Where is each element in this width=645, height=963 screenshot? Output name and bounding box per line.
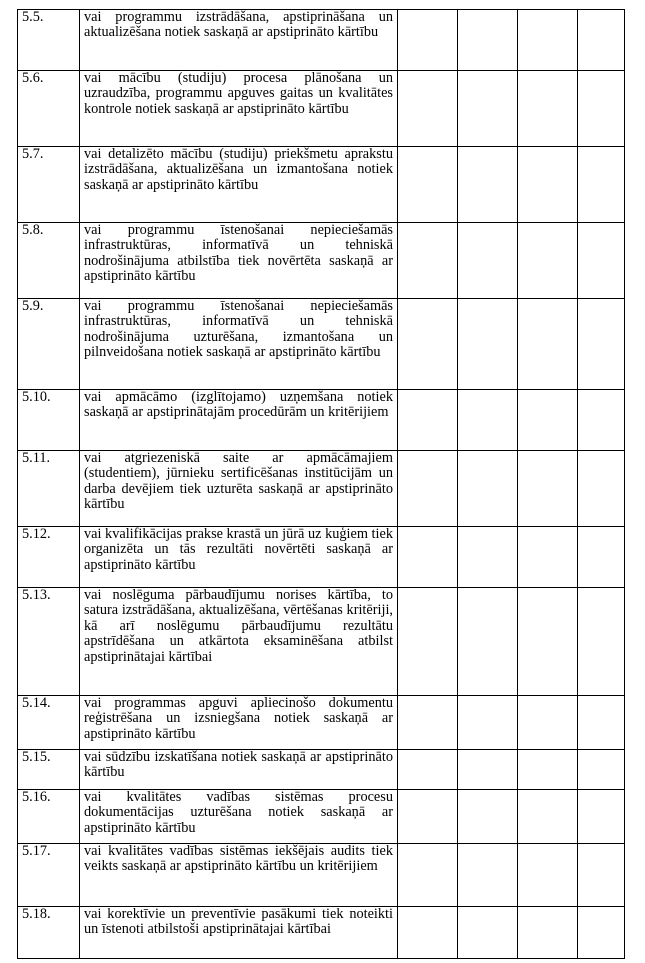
table-row (18, 527, 625, 588)
answer-cell[interactable] (458, 10, 518, 71)
answer-cell[interactable] (578, 696, 625, 750)
answer-cell[interactable] (578, 527, 625, 588)
answer-cell[interactable] (578, 750, 625, 790)
answer-cell[interactable] (578, 844, 625, 907)
item-number: 5.10. (18, 390, 80, 451)
answer-cell[interactable] (578, 147, 625, 223)
item-text: vai apmācāmo (izglītojamo) uzņemšana notiek saskaņā ar apstiprinātajām procedūrām un kritērijiem (80, 390, 398, 451)
answer-cell[interactable] (398, 588, 458, 696)
item-text: vai programmas apguvi apliecinošo dokumentu reģistrēšana un izsniegšana notiek saskaņā ar apstiprināto kārtību (80, 696, 398, 750)
answer-cell[interactable] (518, 790, 578, 844)
answer-cell[interactable] (458, 147, 518, 223)
answer-cell[interactable] (518, 223, 578, 299)
answer-cell[interactable] (458, 71, 518, 147)
answer-cell[interactable] (398, 299, 458, 390)
table-row (18, 451, 625, 527)
answer-cell[interactable] (518, 147, 578, 223)
item-number: 5.12. (18, 527, 80, 588)
item-number: 5.13. (18, 588, 80, 696)
item-number: 5.15. (18, 750, 80, 790)
item-text: vai atgriezeniskā saite ar apmācāmajiem (studentiem), jūrnieku sertificēšanas institūcijām un darba devējiem tiek uzturēta saskaņā ar apstiprināto kārtību (80, 451, 398, 527)
answer-cell[interactable] (578, 299, 625, 390)
answer-cell[interactable] (458, 844, 518, 907)
item-text: vai noslēguma pārbaudījumu norises kārtība, to satura izstrādāšana, aktualizēšana, vērtēšanas kritēriji, kā arī noslēgumu pārbaudījumu rezultātu apstrīdēšana un atkārtota eksaminēšana atbilst apstiprinātajai kārtībai (80, 588, 398, 696)
answer-cell[interactable] (518, 71, 578, 147)
answer-cell[interactable] (398, 527, 458, 588)
answer-cell[interactable] (458, 451, 518, 527)
answer-cell[interactable] (518, 299, 578, 390)
checklist-table (17, 9, 625, 959)
table-row (18, 71, 625, 147)
answer-cell[interactable] (398, 71, 458, 147)
item-number: 5.14. (18, 696, 80, 750)
answer-cell[interactable] (398, 451, 458, 527)
item-text: vai kvalitātes vadības sistēmas procesu dokumentācijas uzturēšana notiek saskaņā ar apstiprināto kārtību (80, 790, 398, 844)
answer-cell[interactable] (518, 588, 578, 696)
answer-cell[interactable] (458, 527, 518, 588)
answer-cell[interactable] (458, 696, 518, 750)
answer-cell[interactable] (578, 71, 625, 147)
answer-cell[interactable] (398, 844, 458, 907)
item-number: 5.17. (18, 844, 80, 907)
table-row (18, 390, 625, 451)
answer-cell[interactable] (578, 588, 625, 696)
answer-cell[interactable] (398, 223, 458, 299)
answer-cell[interactable] (518, 750, 578, 790)
item-text: vai kvalitātes vadības sistēmas iekšējais audits tiek veikts saskaņā ar apstiprināto kārtību un kritērijiem (80, 844, 398, 907)
table-row (18, 147, 625, 223)
answer-cell[interactable] (398, 696, 458, 750)
answer-cell[interactable] (578, 10, 625, 71)
answer-cell[interactable] (398, 390, 458, 451)
item-number: 5.11. (18, 451, 80, 527)
answer-cell[interactable] (458, 907, 518, 959)
item-number: 5.16. (18, 790, 80, 844)
item-text: vai kvalifikācijas prakse krastā un jūrā uz kuģiem tiek organizēta un tās rezultāti novērtēti saskaņā ar apstiprināto kārtību (80, 527, 398, 588)
table-row (18, 696, 625, 750)
table-row (18, 907, 625, 959)
answer-cell[interactable] (578, 907, 625, 959)
item-number: 5.7. (18, 147, 80, 223)
answer-cell[interactable] (518, 527, 578, 588)
item-number: 5.8. (18, 223, 80, 299)
answer-cell[interactable] (398, 10, 458, 71)
item-number: 5.9. (18, 299, 80, 390)
table-row (18, 223, 625, 299)
item-number: 5.6. (18, 71, 80, 147)
item-text: vai sūdzību izskatīšana notiek saskaņā ar apstiprināto kārtību (80, 750, 398, 790)
table-row (18, 790, 625, 844)
table-row (18, 10, 625, 71)
answer-cell[interactable] (458, 223, 518, 299)
table-row (18, 299, 625, 390)
answer-cell[interactable] (458, 588, 518, 696)
table-row (18, 844, 625, 907)
answer-cell[interactable] (398, 147, 458, 223)
item-number: 5.5. (18, 10, 80, 71)
answer-cell[interactable] (518, 10, 578, 71)
answer-cell[interactable] (578, 790, 625, 844)
item-text: vai programmu izstrādāšana, apstiprināšana un aktualizēšana notiek saskaņā ar apstiprināto kārtību (80, 10, 398, 71)
answer-cell[interactable] (578, 223, 625, 299)
answer-cell[interactable] (458, 790, 518, 844)
table-row (18, 750, 625, 790)
item-text: vai programmu īstenošanai nepieciešamās infrastruktūras, informatīvā un tehniskā nodrošinājuma atbilstība tiek novērtēta saskaņā ar apstiprināto kārtību (80, 223, 398, 299)
item-text: vai mācību (studiju) procesa plānošana un uzraudzība, programmu apguves gaitas un kvalitātes kontrole notiek saskaņā ar apstiprināto kārtību (80, 71, 398, 147)
item-number: 5.18. (18, 907, 80, 959)
answer-cell[interactable] (458, 299, 518, 390)
item-text: vai programmu īstenošanai nepieciešamās infrastruktūras, informatīvā un tehniskā nodrošinājuma uzturēšana, izmantošana un pilnveidošana notiek saskaņā ar apstiprināto kārtību (80, 299, 398, 390)
answer-cell[interactable] (518, 844, 578, 907)
answer-cell[interactable] (398, 907, 458, 959)
answer-cell[interactable] (458, 750, 518, 790)
answer-cell[interactable] (578, 390, 625, 451)
answer-cell[interactable] (578, 451, 625, 527)
answer-cell[interactable] (518, 907, 578, 959)
answer-cell[interactable] (518, 390, 578, 451)
item-text: vai detalizēto mācību (studiju) priekšmetu aprakstu izstrādāšana, aktualizēšana un izmantošana notiek saskaņā ar apstiprināto kārtību (80, 147, 398, 223)
answer-cell[interactable] (518, 696, 578, 750)
answer-cell[interactable] (518, 451, 578, 527)
table-row (18, 588, 625, 696)
answer-cell[interactable] (398, 750, 458, 790)
answer-cell[interactable] (458, 390, 518, 451)
item-text: vai korektīvie un preventīvie pasākumi tiek noteikti un īstenoti atbilstoši apstiprinātajai kārtībai (80, 907, 398, 959)
answer-cell[interactable] (398, 790, 458, 844)
